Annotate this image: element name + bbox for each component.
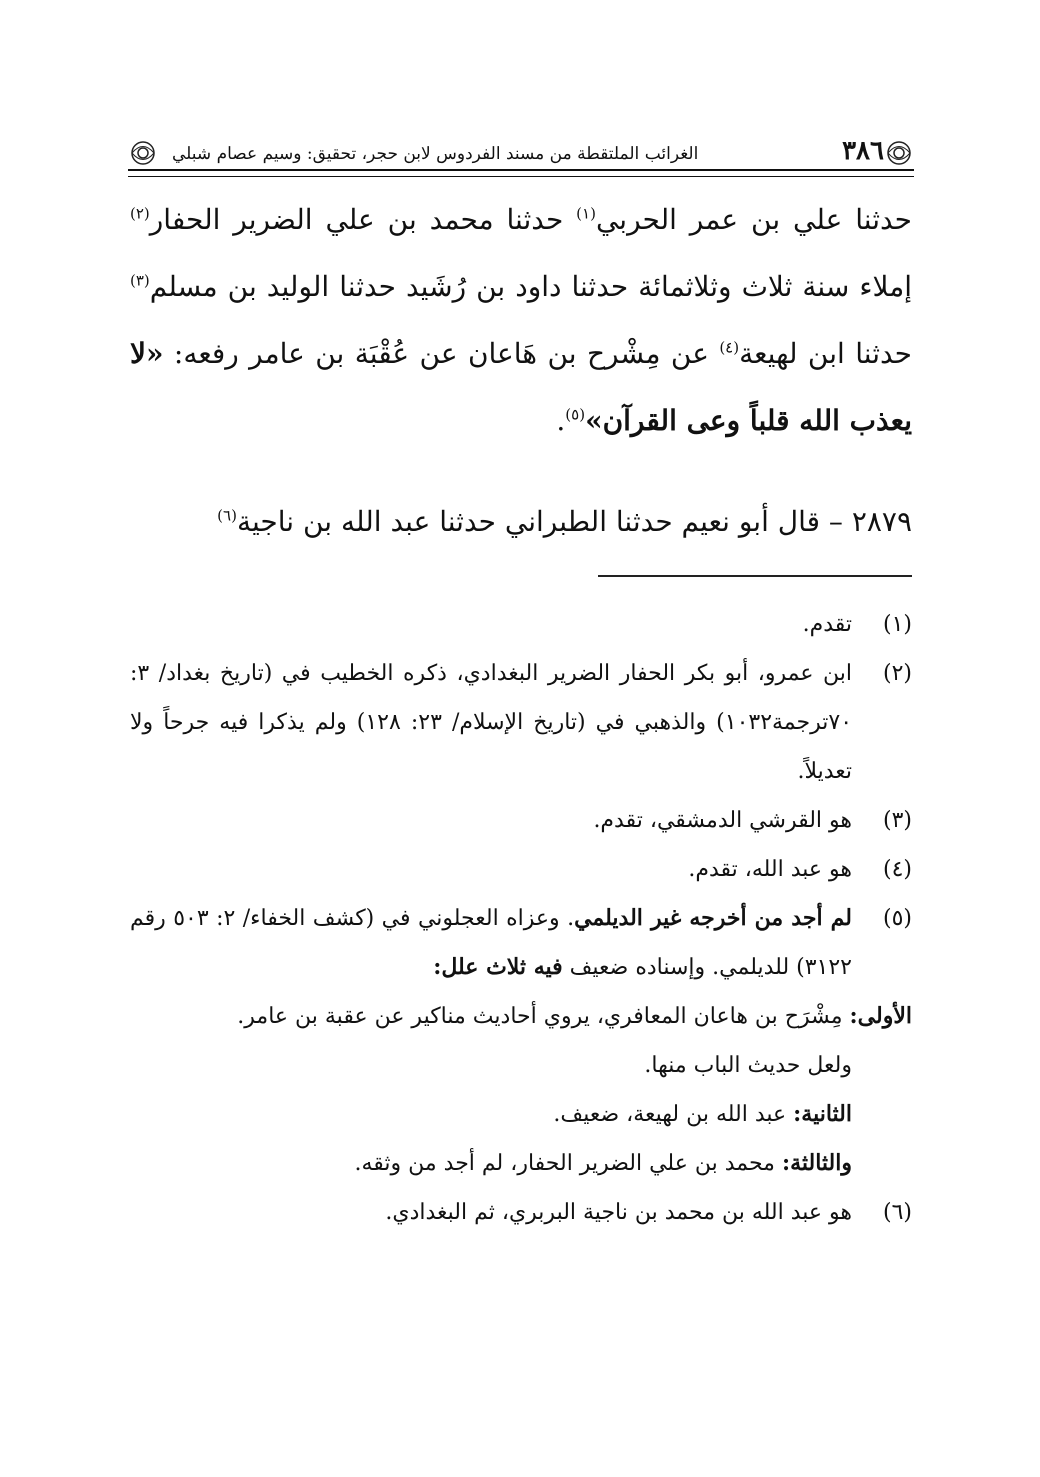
footnote-number: (٤) <box>882 857 912 882</box>
footnote-bold-text: فيه ثلاث علل: <box>433 954 563 980</box>
text-segment: . <box>556 404 566 437</box>
footnote-ref: (٢) <box>130 204 150 223</box>
entry-text: ٢٨٧٩ – قال أبو نعيم حدثنا الطبراني حدثنا عبد الله بن ناجية <box>236 505 912 538</box>
hadith-paragraph <box>130 186 912 454</box>
footnote-bold-text: لم أجد من أخرجه غير الديلمي <box>574 905 852 931</box>
main-text <box>130 186 912 454</box>
text-segment: إملاء سنة ثلاث وثلاثمائة حدثنا داود بن رُشَيد حدثنا الوليد بن مسلم <box>149 270 912 303</box>
page-number: ٣٨٦ <box>842 136 884 166</box>
footnote-ref: (١) <box>576 204 596 223</box>
illness-second <box>130 1090 912 1139</box>
text-segment: عن مِشْرح بن هَاعان عن عُقْبَة بن عامر رفعه: <box>163 337 720 370</box>
text-segment: حدثنا محمد بن علي الضرير الحفار <box>149 203 577 236</box>
footnote-divider <box>598 575 912 577</box>
header-title: الغرائب الملتقطة من مسند الفردوس لابن حجر، تحقيق: وسيم عصام شبلي <box>172 144 699 164</box>
footnote-ref: (٤) <box>719 338 740 357</box>
text-segment: حدثنا علي بن عمر الحربي <box>595 203 912 236</box>
footnote-1 <box>130 600 912 649</box>
header-divider <box>128 169 914 177</box>
footnote-text-segment: . وعزاه العجلوني في (كشف الخفاء/ ٢: ٥٠٣ رقم ٣١٢٢) للديلمي. وإسناده ضعيف <box>130 906 852 980</box>
illness-label: الثانية: <box>793 1101 852 1127</box>
footnote-6 <box>130 1188 912 1237</box>
footnote-ref: (٦) <box>217 506 237 525</box>
ornament-right-icon <box>884 138 914 168</box>
footnote-number: (٢) <box>882 661 912 686</box>
ornament-left-icon <box>128 138 158 168</box>
hadith-text: «لا يعذب الله قلباً وعى القرآن» <box>130 337 912 437</box>
footnote-4 <box>130 845 912 894</box>
hadith-entry-2879 <box>130 497 912 547</box>
illness-text: محمد بن علي الضرير الحفار، لم أجد من وثقه. <box>354 1151 782 1176</box>
running-header <box>128 128 914 168</box>
illness-text: مِشْرَح بن هاعان المعافري، يروي أحاديث مناكير عن عقبة بن عامر. <box>237 1004 850 1029</box>
footnote-ref: (٣) <box>130 271 150 290</box>
footnote-text <box>130 894 852 992</box>
illness-label: والثالثة: <box>781 1150 852 1176</box>
footnote-number: (٥) <box>882 906 912 931</box>
footnote-text: ابن عمرو، أبو بكر الحفار الضرير البغدادي، ذكره الخطيب في (تاريخ بغداد/ ٣: ٧٠ترجمة١٠٣٢) والذهبي في (تاريخ الإسلام/ ٢٣: ١٢٨) ولم يذكرا فيه جرحاً ولا تعديلاً. <box>130 661 853 784</box>
footnote-text: هو عبد الله بن محمد بن ناجية البربري، ثم البغدادي. <box>385 1200 852 1225</box>
illness-first <box>130 992 912 1041</box>
illness-third <box>130 1139 912 1188</box>
footnote-text: هو عبد الله، تقدم. <box>688 857 852 882</box>
illness-text: عبد الله بن لهيعة، ضعيف. <box>553 1102 794 1127</box>
footnote-ref: (٥) <box>565 405 586 424</box>
footnote-text: تقدم. <box>802 612 852 637</box>
illness-first-continuation: ولعل حديث الباب منها. <box>644 1053 852 1078</box>
footnotes <box>130 600 912 1237</box>
footnote-2 <box>130 649 912 796</box>
footnote-number: (٣) <box>882 808 912 833</box>
illness-label: الأولى: <box>849 1003 912 1029</box>
footnote-5 <box>130 894 912 992</box>
footnote-3 <box>130 796 912 845</box>
footnote-number: (٦) <box>882 1200 912 1225</box>
text-segment: حدثنا ابن لهيعة <box>739 337 912 370</box>
footnote-number: (١) <box>882 612 912 637</box>
footnote-text: هو القرشي الدمشقي، تقدم. <box>593 808 852 833</box>
